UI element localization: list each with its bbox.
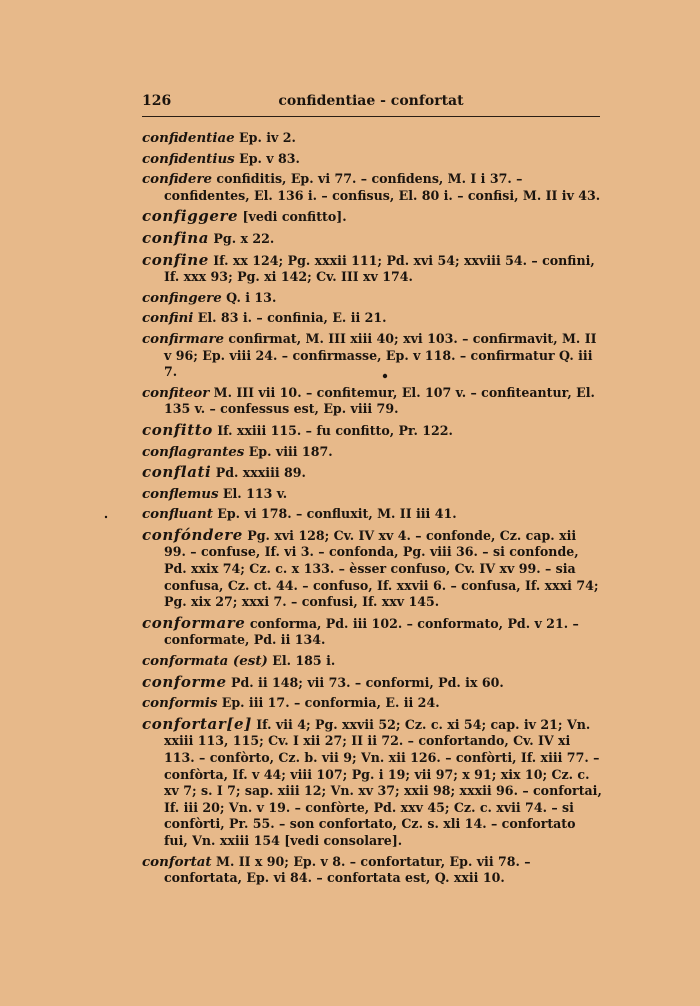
dictionary-entry (142, 615, 602, 649)
dictionary-entry (142, 854, 602, 887)
ink-speck (105, 516, 107, 518)
dictionary-entry (142, 171, 602, 204)
entry-body: Ep. iii 17. – conformia, E. ii 24. (217, 695, 440, 711)
entry-body: If. vii 4; Pg. xxvii 52; Cz. c. xi 54; cap. iv 21; Vn. xxiii 113, 115; Cv. I xii 27; II ii 72. – confortando, Cv. IV xi 113. – confòrto, Cz. b. vii 9; Vn. xii 126. – confòrti, If. xiii 77. – confòrta, If. v 44; viii 107; Pg. i 19; vii 97; x 91; xix 10; Cz. c. xv 7; s. I 7; sap. xiii 12; Vn. xv 37; xxii 98; xxxii 96. – confortai, If. iii 20; Vn. v 19. – confòrte, Pd. xxv 45; Cz. c. xvii 74. – si confòrti, Pr. 55. – son confortato, Cz. s. xli 14. – confortato fui, Vn. xxiii 154 [vedi consolare]. (164, 716, 602, 848)
entry-body: Ep. vi 178. – confluxit, M. II iii 41. (212, 506, 457, 522)
headword: conformata (est) (142, 653, 268, 670)
header-rule (142, 116, 600, 117)
entry-body: Pd. xxxiii 89. (211, 465, 306, 481)
headword: confidentiae (142, 130, 235, 146)
entry-body: Pg. xvi 128; Cv. IV xv 4. – confonde, Cz. cap. xii 99. – confuse, If. vi 3. – confonda, Pg. viii 36. – si confonde, Pd. xxix 74; Cz. c. x 133. – èsser confuso, Cv. IV xv 99. – sia confusa, Cz. ct. 44. – confuso, If. xxvii 6. – confusa, If. xxxi 74; Pg. xix 27; xxxi 7. – confusi, If. xxv 145. (164, 527, 599, 610)
entry-list (142, 130, 602, 891)
page-number: 126 (142, 93, 172, 109)
entry-body: [vedi confitto]. (238, 209, 347, 225)
headword: confiteor (142, 384, 210, 401)
dictionary-entry (142, 422, 602, 440)
headword: confingere (142, 289, 222, 306)
headword: conforme (142, 672, 227, 691)
entry-body: El. 83 i. – confinia, E. ii 21. (193, 310, 387, 326)
entry-body: If. xx 124; Pg. xxxii 111; Pd. xvi 54; xxviii 54. – confini, If. xxx 93; Pg. xi 142; Cv. III xv 174. (164, 252, 595, 285)
headword: conflati (142, 463, 212, 482)
entry-body: El. 113 v. (218, 485, 288, 501)
dictionary-entry (142, 290, 602, 307)
headword: confirmare (142, 330, 225, 347)
entry-body: M. II x 90; Ep. v 8. – confortatur, Ep. vii 78. – confortata, Ep. vi 84. – confortata est, Q. xxii 10. (164, 853, 531, 886)
entry-body: Pg. x 22. (209, 230, 275, 246)
entry-body: Ep. viii 187. (244, 443, 333, 459)
headword: confortar[e] (142, 714, 252, 733)
dictionary-entry (142, 486, 602, 503)
entry-body: Ep. iv 2. (234, 130, 296, 145)
page-header (142, 93, 600, 113)
dictionary-entry (142, 444, 602, 461)
headword: confluant (142, 506, 213, 523)
headword: confine (142, 250, 209, 269)
dictionary-entry (142, 716, 602, 850)
headword: conflagrantes (142, 443, 245, 460)
headword: confini (142, 310, 194, 327)
running-head: confidentiae - confortat (278, 93, 464, 109)
headword: conformis (142, 695, 218, 712)
dictionary-entry (142, 310, 602, 327)
dictionary-entry (142, 527, 602, 611)
headword: confidentius (142, 150, 235, 167)
dictionary-entry (142, 385, 602, 418)
entry-body: El. 185 i. (267, 653, 336, 669)
entry-body: conforma, Pd. iii 102. – conformato, Pd. v 21. – conformate, Pd. ii 134. (164, 615, 579, 648)
dictionary-entry (142, 151, 602, 168)
entry-body: Pd. ii 148; vii 73. – conformi, Pd. ix 60. (226, 674, 504, 690)
dictionary-entry (142, 331, 602, 381)
dictionary-entry (142, 653, 602, 670)
dictionary-entry (142, 695, 602, 712)
entry-body: M. III vii 10. – confitemur, El. 107 v. – confiteantur, El. 135 v. – confessus est, Ep. viii 79. (164, 384, 595, 417)
dictionary-entry (142, 230, 602, 248)
dictionary-entry (142, 130, 602, 147)
dictionary-entry (142, 674, 602, 692)
headword: confitto (142, 420, 213, 439)
entry-body: If. xxiii 115. – fu confitto, Pr. 122. (212, 422, 453, 438)
headword: confortat (142, 853, 212, 870)
dictionary-entry (142, 464, 602, 482)
headword: conflemus (142, 485, 219, 502)
dictionary-entry (142, 506, 602, 523)
entry-body: Ep. v 83. (234, 150, 300, 166)
headword: confina (142, 228, 210, 247)
headword: confóndere (142, 525, 243, 544)
entry-body: confiditis, Ep. vi 77. – confidens, M. I i 37. – confidentes, El. 136 i. – confisus, El. 80 i. – confisi, M. II iv 43. (164, 171, 601, 203)
headword: confidere (142, 171, 213, 188)
headword: configgere (142, 207, 239, 226)
headword: conformare (142, 613, 246, 632)
entry-body: confirmat, M. III xiii 40; xvi 103. – confirmavit, M. II v 96; Ep. viii 24. – confirmasse, Ep. v 118. – confirmatur Q. iii 7. (164, 330, 597, 380)
entry-body: Q. i 13. (221, 289, 277, 305)
dictionary-entry (142, 208, 602, 226)
dictionary-entry (142, 252, 602, 286)
